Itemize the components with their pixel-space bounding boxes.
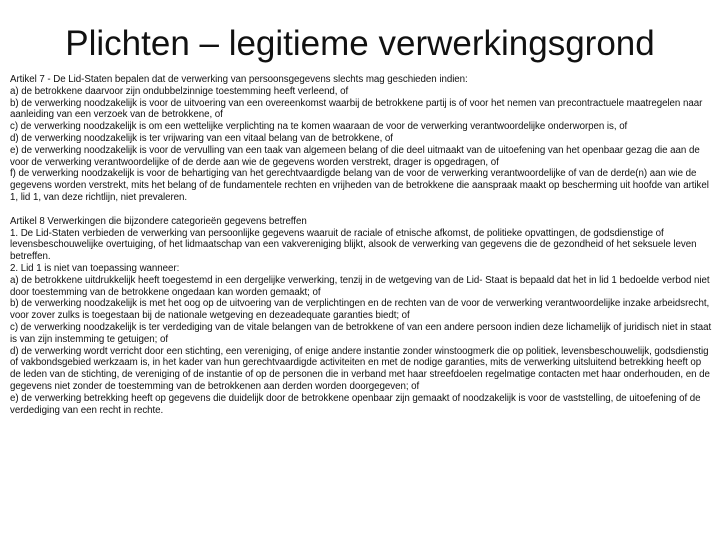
article-8-item-2: 2. Lid 1 is niet van toepassing wanneer: <box>10 262 180 274</box>
article-8-item-2b: b) de verwerking noodzakelijk is met het oog op de uitvoering van de verplichtingen en de rechten van de voor de verwerking verantwoordelijke inzake arbeidsrecht, voor zover zulks is toegestaan bij de nationale wetgeving en dezeadequate garanties biedt; of <box>10 298 710 322</box>
article-8-item-2d: d) de verwerking wordt verricht door een stichting, een vereniging, of enige andere instantie zonder winstoogmerk die op politiek, levensbeschouwelijk, godsdienstig of vakbondsgebied werkzaam is, in het kader van hun gerechtvaardigde activiteiten en met de nodige garanties, mits de verwerking uitsluitend betrekking heeft op de leden van de stichting, de vereniging of de instantie of op de personen die in verband met haar streefdoelen regelmatige contacten met haar onderhouden, en de gegevens niet zonder de toestemming van de betrokkenen aan derden worden doorgegeven; of <box>10 345 710 392</box>
article-7-item-e: e) de verwerking noodzakelijk is voor de vervulling van een taak van algemeen belang of die deel uitmaakt van de uitoefening van het openbaar gezag die aan de voor de verwerking verantwoordelijke of de derde aan wie de gegevens worden verstrekt, drager is opgedragen, of <box>10 144 700 168</box>
article-8-item-2a: a) de betrokkene uitdrukkelijk heeft toegestemd in een dergelijke verwerking, tenzij in de wetgeving van de Lid- Staat is bepaald dat het in lid 1 bedoelde verbod niet door toestemming van de betrokkene ongedaan kan worden gemaakt; of <box>10 274 710 298</box>
article-7-item-b: b) de verwerking noodzakelijk is voor de uitvoering van een overeenkomst waarbij de betrokkene partij is of voor het nemen van precontractuele maatregelen naar aanleiding van een verzoek van de betrokkene, of <box>10 97 703 121</box>
section-spacer <box>10 204 712 216</box>
article-7-item-c: c) de verwerking noodzakelijk is om een wettelijke verplichting na te komen waaraan de voor de verwerking verantwoordelijke onderworpen is, of <box>10 121 628 133</box>
article-7-item-d: d) de verwerking noodzakelijk is ter vrijwaring van een vitaal belang van de betrokkene, of <box>10 132 393 144</box>
article-7-item-a: a) de betrokkene daarvoor zijn ondubbelzinnige toestemming heeft verleend, of <box>10 85 349 97</box>
article-8-item-1: 1. De Lid-Staten verbieden de verwerking van persoonlijke gegevens waaruit de raciale of etnische afkomst, de politieke opvattingen, de godsdienstige of levensbeschouwelijke overtuiging, of het lidmaatschap van een vakvereniging blijkt, alsook de verwerking van gegevens die de gezondheid of het seksuele leven betreffen. <box>10 227 697 263</box>
article-8-heading: Artikel 8 Verwerkingen die bijzondere categorieën gegevens betreffen <box>10 215 307 227</box>
slide-body <box>10 74 712 416</box>
article-7 <box>10 74 712 204</box>
article-7-heading: Artikel 7 - De Lid-Staten bepalen dat de verwerking van persoonsgegevens slechts mag geschieden indien: <box>10 74 468 85</box>
article-8 <box>10 216 712 417</box>
article-8-item-2c: c) de verwerking noodzakelijk is ter verdediging van de vitale belangen van de betrokkene of van een andere persoon indien deze lichamelijk of juridisch niet in staat is van zijn instemming te getuigen; of <box>10 321 712 345</box>
article-7-item-f: f) de verwerking noodzakelijk is voor de behartiging van het gerechtvaardigde belang van de voor de verwerking verantwoordelijke of van de derde(n) aan wie de gegevens worden verstrekt, mits het belang of de fundamentele rechten en vrijheden van de betrokkene die aanspraak maakt op bescherming uit hoofde van artikel 1, lid 1, van deze richtlijn, niet prevaleren. <box>10 168 709 203</box>
article-8-item-2e: e) de verwerking betrekking heeft op gegevens die duidelijk door de betrokkene openbaar zijn gemaakt of noodzakelijk is voor de vaststelling, de uitoefening of de verdediging van een recht in rechte. <box>10 392 701 416</box>
slide-title: Plichten – legitieme verwerkingsgrond <box>65 24 655 63</box>
